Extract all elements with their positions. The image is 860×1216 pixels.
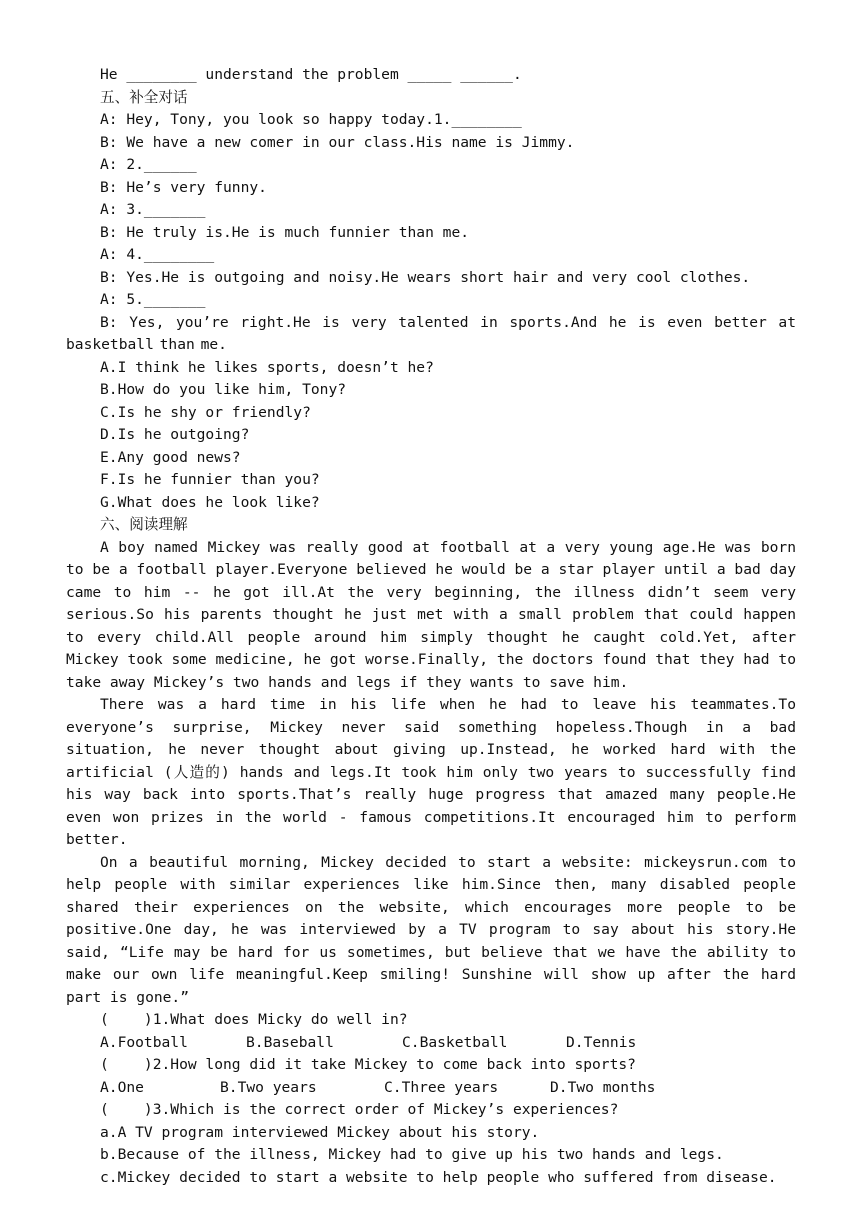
reading-paragraph: A boy named Mickey was really good at football at a very young age.He was born to be a football player.Everyone believed he would be a star player until a bad day came to him -- he got ill.At the very beginning, the illness didn’t seem very serious.So his parents thought he just met with a small problem that could happen to every child.All people around him simply thought he caught cold.Yet, after Mickey took some medicine, he got worse.Finally, the doctors found that they had to take away Mickey’s two hands and legs if they wants to save him.: [66, 538, 796, 691]
dialogue-line: A: 3._______: [100, 201, 206, 218]
answer-choice: C.Three years: [384, 1078, 499, 1096]
event-item: c.Mickey decided to start a website to help people who suffered from disease.: [100, 1168, 777, 1186]
question-stem: ( )1.What does Micky do well in?: [100, 1011, 408, 1028]
dialogue-line: B: Yes.He is outgoing and noisy.He wears short hair and very cool clothes.: [100, 268, 751, 286]
answer-choice: D.Two months: [550, 1078, 656, 1096]
answer-choices: [66, 1032, 796, 1055]
dialogue-option: F.Is he funnier than you?: [100, 471, 320, 488]
answer-choice: B.Baseball: [246, 1033, 334, 1051]
question-stem: ( )3.Which is the correct order of Mickey’s experiences?: [100, 1101, 619, 1118]
dialogue-last-turn: B: Yes, you’re right.He is very talented in sports.And he is even better at basketball than me.: [66, 313, 796, 353]
dialogue-line: A: 4.________: [100, 246, 215, 263]
section-5-heading: 五、补全对话: [100, 88, 188, 106]
dialogue-option: E.Any good news?: [100, 448, 241, 466]
section-6-heading: 六、阅读理解: [100, 516, 188, 533]
worksheet-page: [66, 64, 796, 1189]
dialogue-line: B: He’s very funny.: [100, 178, 267, 196]
answer-choices: [66, 1077, 796, 1100]
dialogue-line: A: Hey, Tony, you look so happy today.1.________: [100, 111, 522, 128]
dialogue-option: B.How do you like him, Tony?: [100, 381, 347, 398]
answer-choice: A.One: [100, 1078, 144, 1096]
question-stem: ( )2.How long did it take Mickey to come back into sports?: [100, 1056, 636, 1073]
answer-choice: A.Football: [100, 1033, 188, 1051]
answer-choice: B.Two years: [220, 1078, 317, 1096]
dialogue-option: A.I think he likes sports, doesn’t he?: [100, 358, 434, 376]
reading-paragraph: On a beautiful morning, Mickey decided to start a website: mickeysrun.com to help people with similar experiences like him.Since then, many disabled people shared their experiences on the website, which encourages more people to be positive.One day, he was interviewed by a TV program to say about his story.He said, “Life may be hard for us sometimes, but believe that we have the ability to make our own life meaningful.Keep smiling! Sunshine will show up after the hard part is gone.”: [66, 853, 796, 1006]
event-item: a.A TV program interviewed Mickey about his story.: [100, 1123, 540, 1141]
answer-choice: D.Tennis: [566, 1033, 637, 1051]
fill-blank-sentence: He ________ understand the problem _____ ______.: [100, 66, 522, 83]
event-item: b.Because of the illness, Mickey had to give up his two hands and legs.: [100, 1146, 724, 1163]
answer-choice: C.Basketball: [402, 1033, 508, 1051]
dialogue-line: A: 5._______: [100, 291, 206, 308]
dialogue-line: B: We have a new comer in our class.His name is Jimmy.: [100, 133, 575, 151]
reading-paragraph: There was a hard time in his life when he had to leave his teammates.To everyone’s surprise, Mickey never said something hopeless.Though in a bad situation, he never thought about giving up.Instead, he worked hard with the artificial (人造的) hands and legs.It took him only two years to successfully find his way back into sports.That’s really huge progress that amazed many people.He even won prizes in the world - famous competitions.It encouraged him to perform better.: [66, 696, 796, 848]
dialogue-option: D.Is he outgoing?: [100, 426, 250, 443]
dialogue-line: A: 2.______: [100, 156, 197, 173]
dialogue-option: C.Is he shy or friendly?: [100, 403, 311, 421]
dialogue-option: G.What does he look like?: [100, 493, 320, 511]
dialogue-line: B: He truly is.He is much funnier than me.: [100, 223, 470, 241]
